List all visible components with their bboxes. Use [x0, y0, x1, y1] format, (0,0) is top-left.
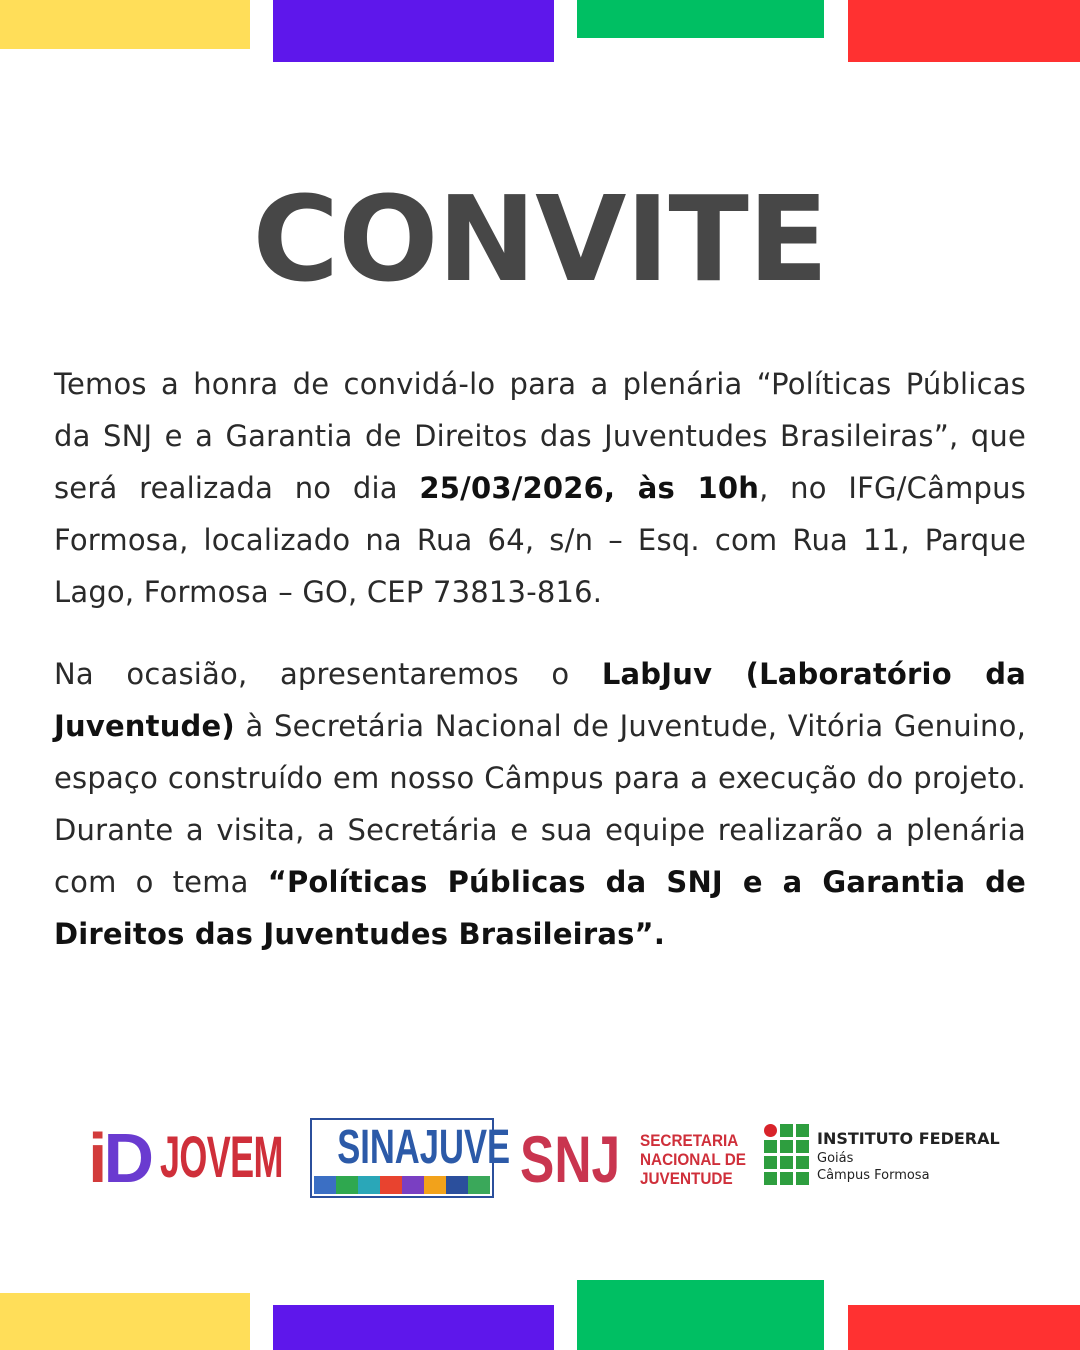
paragraph-labjuv [54, 648, 1026, 960]
snj-acronym: SNJ [520, 1122, 621, 1196]
bottom-bar-red [848, 1305, 1080, 1350]
plenary-theme: “Políticas Públicas da SNJ e a Garantia de Direitos das Juventudes Brasileiras”. [54, 865, 1026, 951]
top-bar-green [577, 0, 824, 38]
snj-line2: NACIONAL DE [640, 1149, 746, 1169]
paragraph1-part2: , no IFG/Câmpus Formosa, localizado na Rua 64, s/n – Esq. com Rua 11, Parque Lago, Formosa – GO, CEP 73813-816. [54, 471, 1026, 609]
ifg-text [817, 1124, 1000, 1184]
bottom-bar-green [577, 1280, 824, 1350]
ifg-state: Goiás [817, 1151, 854, 1166]
idjovem-i: i [88, 1119, 104, 1197]
paragraph1-part1: Temos a honra de convidá-lo para a plenária “Políticas Públicas da SNJ e a Garantia de Direitos das Juventudes Brasileiras”, que será realizada no dia [54, 367, 1026, 505]
ifg-grid-icon [764, 1124, 809, 1185]
top-bar-purple [273, 0, 554, 62]
ifg-logo [764, 1124, 1000, 1185]
snj-line3: JUVENTUDE [640, 1168, 733, 1188]
sinajuve-word: SINAJUVE [337, 1121, 511, 1174]
idjovem-d: D [103, 1119, 155, 1197]
top-bar-yellow [0, 0, 250, 49]
invitation-body [54, 358, 1026, 960]
bottom-bar-yellow [0, 1293, 250, 1350]
ifg-campus: Câmpus Formosa [817, 1168, 930, 1183]
page-title: CONVITE [252, 170, 828, 308]
idjovem-word: JOVEM [160, 1125, 283, 1190]
partner-logos [88, 1116, 1008, 1206]
snj-fullname [640, 1131, 746, 1188]
paragraph2-part2: à Secretária Nacional de Juventude, Vitória Genuino, espaço construído em nosso Câmpus para a execução do projeto. Durante a visita, a Secretária e sua equipe realizarão a plenária com o tema [54, 709, 1026, 899]
snj-line1: SECRETARIA [640, 1130, 739, 1150]
top-bar-red [848, 0, 1080, 62]
snj-logo [520, 1122, 758, 1196]
sinajuve-logo [310, 1118, 511, 1198]
paragraph-event-details [54, 358, 1026, 618]
sinajuve-icon-strip [314, 1176, 490, 1194]
bottom-bar-purple [273, 1305, 554, 1350]
paragraph2-part1: Na ocasião, apresentaremos o [54, 657, 602, 691]
event-date-time: 25/03/2026, às 10h [419, 471, 760, 505]
ifg-name: INSTITUTO FEDERAL [817, 1129, 1000, 1148]
labjuv-name: LabJuv (Laboratório da Juventude) [54, 657, 1026, 743]
